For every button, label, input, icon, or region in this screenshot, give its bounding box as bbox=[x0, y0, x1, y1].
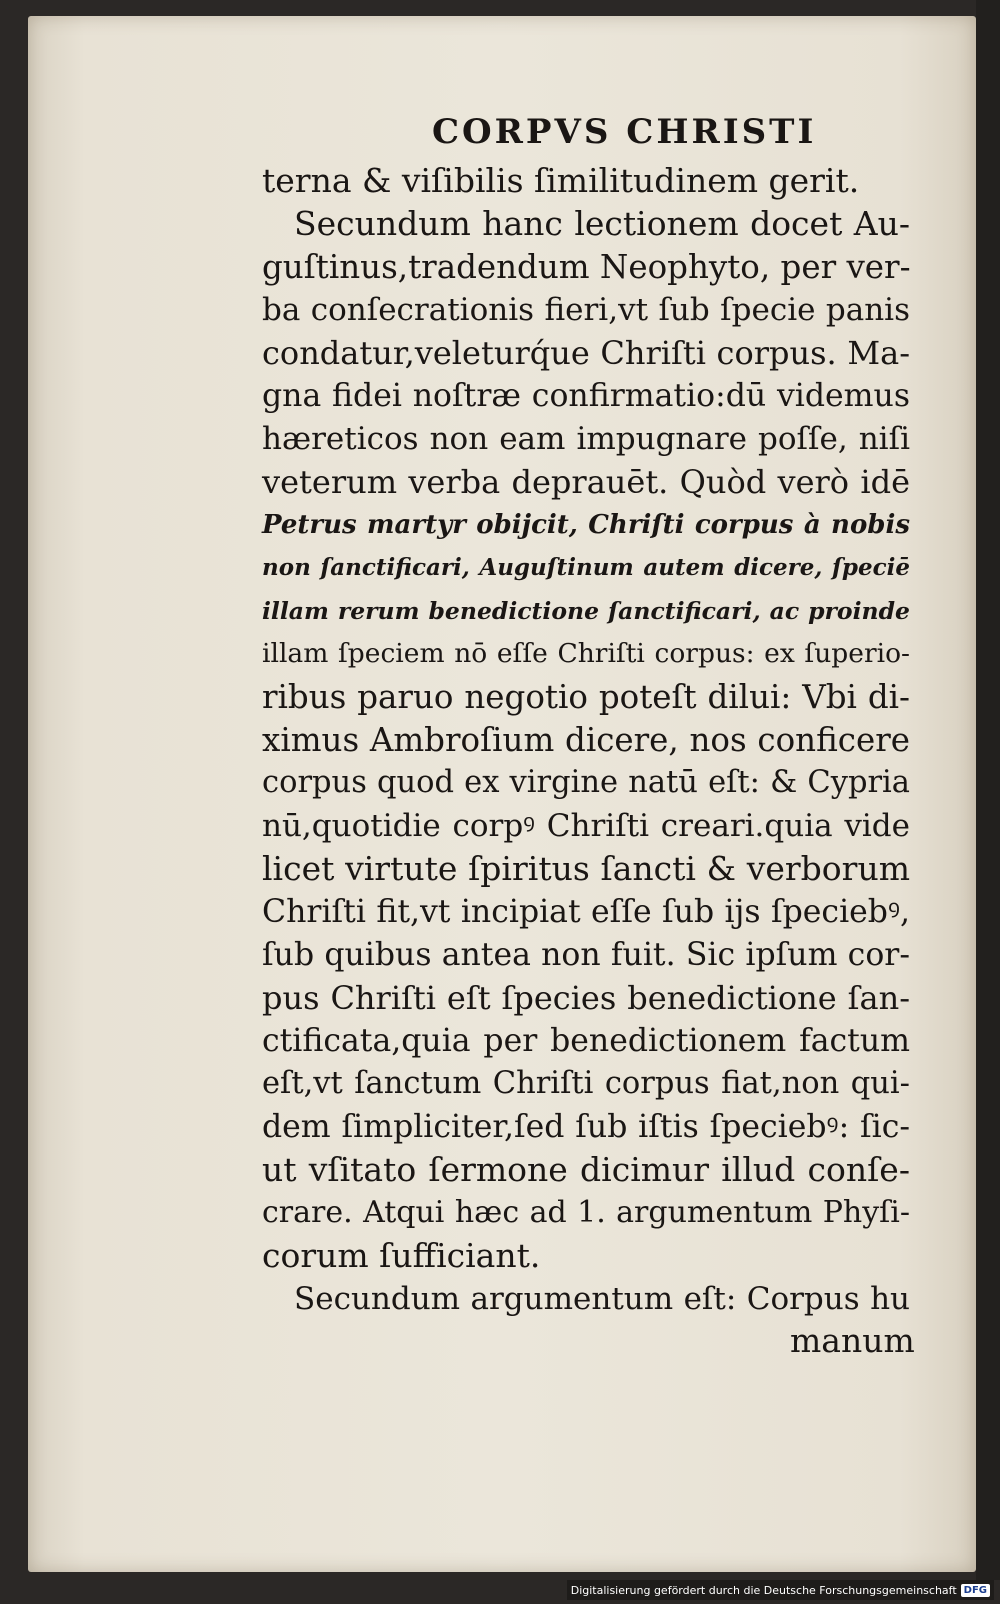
text-line: pus Chriſti eſt ſpecies benedictione ſan- bbox=[262, 979, 910, 1017]
digitization-credit bbox=[567, 1580, 994, 1600]
text-line-italic: Petrus martyr obijcit, Chriſti corpus à nobis bbox=[262, 510, 910, 540]
text-line-italic: non ſanctificari, Auguſtinum autem dicere, ſpeciē bbox=[262, 554, 910, 581]
text-line: corum ſufficiant. bbox=[262, 1236, 541, 1275]
text-line: nū,quotidie corpꝰ Chriſti creari.quia vide bbox=[262, 808, 910, 844]
text-line: gna fidei noſtræ confirmatio:dū videmus bbox=[262, 378, 910, 414]
page-edge-shadow bbox=[976, 0, 1000, 1580]
dfg-logo: DFG bbox=[961, 1584, 990, 1597]
text-line: ut vſitato ſermone dicimur illud conſe- bbox=[262, 1150, 910, 1189]
text-line: ximus Ambroſium dicere, nos conficere bbox=[262, 721, 910, 759]
text-line: crare. Atqui hæc ad 1. argumentum Phyſi- bbox=[262, 1195, 910, 1230]
text-line: illam ſpeciem nō eſſe Chriſti corpus: ex ſuperio- bbox=[262, 638, 910, 669]
text-line: ſub quibus antea non fuit. Sic ipſum cor- bbox=[262, 937, 910, 973]
text-line: Chriſti fit,vt incipiat eſſe ſub ijs ſpeciebꝰ, bbox=[262, 894, 910, 930]
text-line: hæreticos non eam impugnare poſſe, niſi bbox=[262, 421, 910, 457]
credit-text: Digitalisierung gefördert durch die Deutsche Forschungsgemeinschaft bbox=[570, 1583, 957, 1597]
text-line: dem ſimpliciter,ſed ſub iſtis ſpeciebꝰ: ſic- bbox=[262, 1109, 910, 1145]
running-head: CORPVS CHRISTI bbox=[432, 112, 817, 152]
text-line: condatur,veleturq́ue Chriſti corpus. Ma- bbox=[262, 334, 910, 372]
text-line: ctificata,quia per benedictionem factum bbox=[262, 1023, 910, 1059]
text-line: Secundum hanc lectionem docet Au- bbox=[294, 204, 910, 243]
text-line: veterum verba deprauēt. Quòd verò idē bbox=[262, 463, 910, 501]
text-line: terna & viſibilis ſimilitudinem gerit. bbox=[262, 161, 860, 200]
text-line: eſt,vt ſanctum Chriſti corpus fiat,non qui- bbox=[262, 1066, 910, 1101]
text-line: guſtinus,tradendum Neophyto, per ver- bbox=[262, 248, 911, 286]
text-line: ribus paruo negotio poteſt dilui: Vbi di- bbox=[262, 678, 910, 716]
text-line: corpus quod ex virgine natū eſt: & Cypria bbox=[262, 765, 910, 800]
text-line: ba conſecrationis fieri,vt ſub ſpecie panis bbox=[262, 292, 910, 328]
text-line: licet virtute ſpiritus ſancti & verborum bbox=[262, 849, 910, 888]
text-line-italic: illam rerum benedictione ſanctificari, ac proinde bbox=[262, 597, 910, 625]
catchword: manum bbox=[790, 1321, 915, 1360]
text-line: Secundum argumentum eſt: Corpus hu bbox=[294, 1281, 910, 1317]
